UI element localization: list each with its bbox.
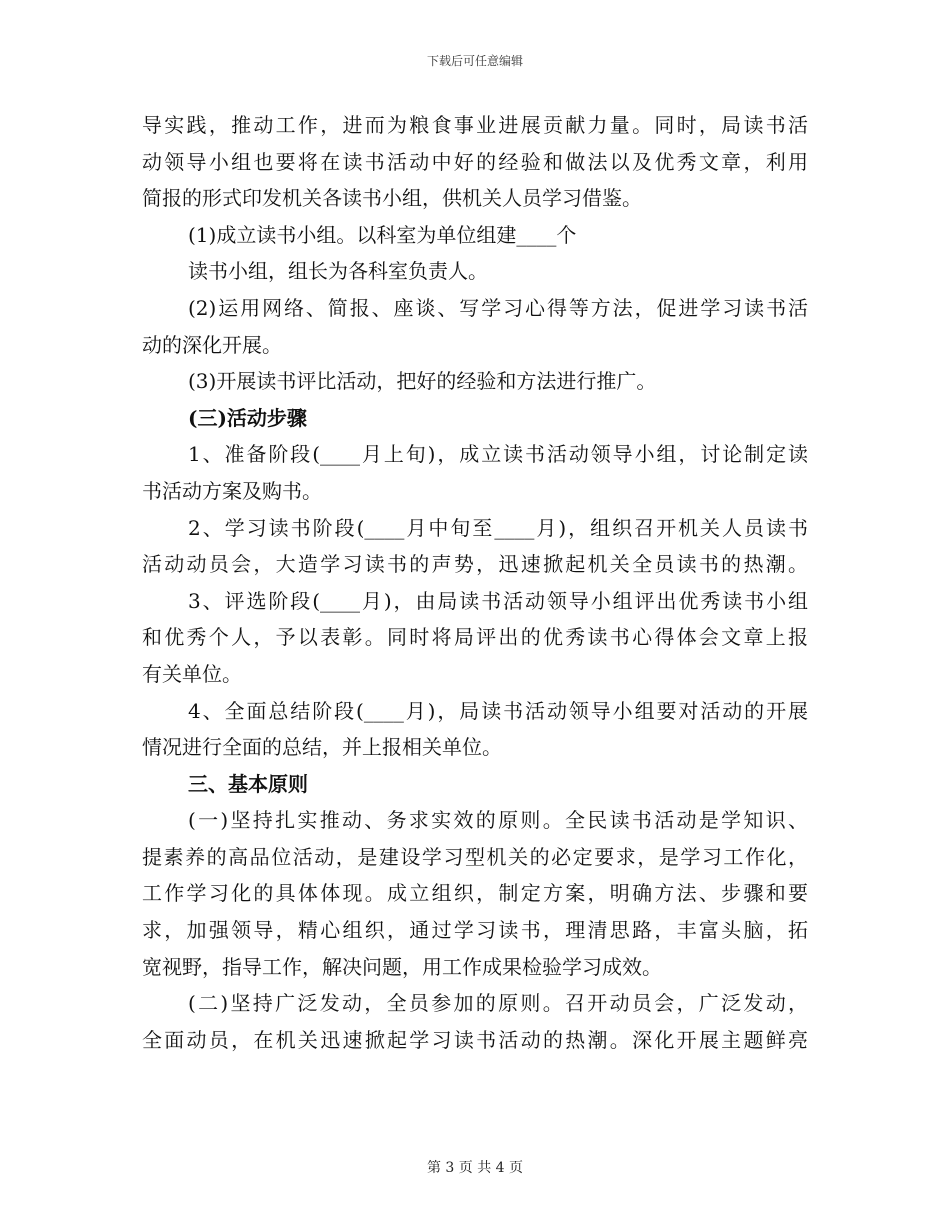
paragraph-line: 宽视野，指导工作，解决问题，用工作成果检验学习成效。 bbox=[142, 954, 662, 979]
paragraph-line: 求，加强领导，精心组织，通过学习读书，理清思路，丰富头脑，拓 bbox=[142, 918, 808, 943]
paragraph-line: 有关单位。 bbox=[142, 661, 242, 686]
step-4: 4、全面总结阶段(____月)，局读书活动领导小组要对活动的开展 bbox=[188, 698, 808, 723]
list-item-2: (2)运用网络、简报、座谈、写学习心得等方法，促进学习读书活 bbox=[188, 295, 808, 320]
list-item-3: (3)开展读书评比活动，把好的经验和方法进行推广。 bbox=[188, 369, 657, 394]
step-2: 2、学习读书阶段(____月中旬至____月)，组织召开机关人员读书 bbox=[188, 515, 808, 540]
section-heading-principles: 三、基本原则 bbox=[188, 771, 308, 796]
paragraph-line: 活动动员会，大造学习读书的声势，迅速掀起机关全员读书的热潮。 bbox=[142, 552, 808, 577]
paragraph-line: 读书小组，组长为各科室负责人。 bbox=[188, 259, 488, 284]
paragraph-line: 动的深化开展。 bbox=[142, 332, 282, 357]
paragraph-line: 情况进行全面的总结，并上报相关单位。 bbox=[142, 735, 502, 760]
principle-2: (二)坚持广泛发动，全员参加的原则。召开动员会，广泛发动， bbox=[188, 991, 808, 1016]
principle-1: (一)坚持扎实推动、务求实效的原则。全民读书活动是学知识、 bbox=[188, 808, 808, 833]
step-1: 1、准备阶段(____月上旬)，成立读书活动领导小组，讨论制定读 bbox=[188, 442, 808, 467]
paragraph-line: 全面动员，在机关迅速掀起学习读书活动的热潮。深化开展主题鲜亮 bbox=[142, 1027, 808, 1052]
page-header: 下载后可任意编辑 bbox=[426, 54, 523, 68]
list-item-1: (1)成立读书小组。以科室为单位组建____个 bbox=[188, 222, 577, 247]
paragraph-line: 提素养的高品位活动，是建设学习型机关的必定要求，是学习工作化， bbox=[142, 844, 808, 869]
paragraph-line: 和优秀个人，予以表彰。同时将局评出的优秀读书心得体会文章上报 bbox=[142, 625, 808, 650]
paragraph-line: 书活动方案及购书。 bbox=[142, 478, 322, 503]
paragraph-line: 动领导小组也要将在读书活动中好的经验和做法以及优秀文章，利用 bbox=[142, 149, 808, 174]
paragraph-line: 导实践，推动工作，进而为粮食事业进展贡献力量。同时，局读书活 bbox=[142, 113, 808, 137]
step-3: 3、评选阶段(____月)，由局读书活动领导小组评出优秀读书小组 bbox=[188, 588, 808, 613]
page-footer: 第 3 页 共 4 页 bbox=[426, 1160, 524, 1176]
section-heading-steps: (三)活动步骤 bbox=[188, 405, 307, 430]
paragraph-line: 简报的形式印发机关各读书小组，供机关人员学习借鉴。 bbox=[142, 186, 642, 211]
document-body bbox=[142, 107, 808, 1058]
paragraph-line: 工作学习化的具体体现。成立组织，制定方案，明确方法、步骤和要 bbox=[142, 881, 808, 906]
